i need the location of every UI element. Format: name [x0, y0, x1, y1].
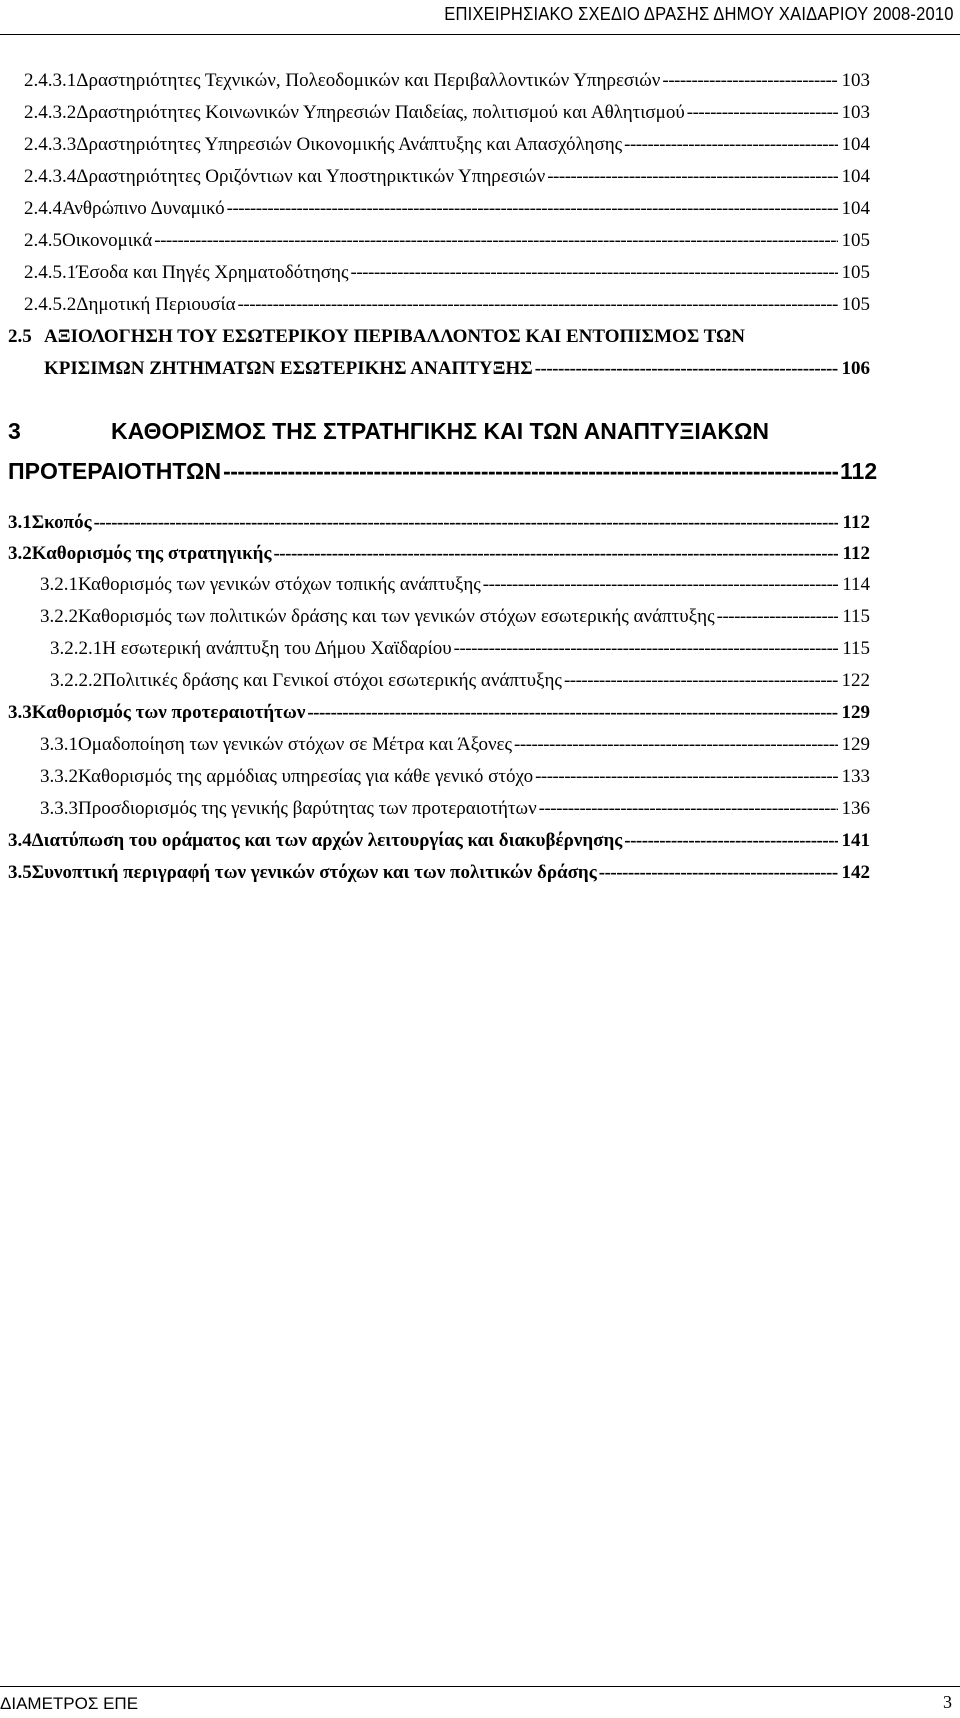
toc-number: 3.3.1 — [40, 734, 78, 755]
toc-entry[interactable] — [24, 166, 870, 196]
toc-title-line2: ΠΡΟΤΕΡΑΙΟΤΗΤΩΝ — [8, 458, 222, 484]
toc-chapter-3-line1[interactable] — [8, 418, 870, 452]
toc-page: 122 — [841, 670, 870, 691]
toc-leader — [154, 230, 838, 252]
toc-entry[interactable] — [50, 670, 870, 700]
toc-number: 3 — [8, 418, 21, 444]
toc-number: 2.4.3.2 — [24, 102, 77, 123]
toc-page: 129 — [841, 702, 870, 723]
toc-entry[interactable] — [24, 134, 870, 164]
toc-leader — [535, 766, 838, 788]
toc-page: 103 — [841, 102, 870, 123]
toc-leader — [223, 458, 838, 485]
toc-page: 129 — [841, 734, 870, 755]
toc-entry-2-5-line2[interactable] — [44, 358, 870, 388]
toc-number: 2.4.5.1 — [24, 262, 77, 283]
toc-leader — [227, 198, 838, 220]
toc-entry[interactable] — [8, 512, 870, 542]
toc-number: 3.3 — [8, 702, 32, 723]
toc-entry[interactable] — [50, 638, 870, 668]
toc-title: Καθορισμός των γενικών στόχων τοπικής ανάπτυξης — [78, 574, 481, 595]
toc-entry[interactable] — [8, 543, 870, 573]
toc-page: 103 — [841, 70, 870, 91]
toc-entry[interactable] — [8, 830, 870, 860]
toc-title: Έσοδα και Πηγές Χρηματοδότησης — [76, 262, 349, 283]
footer-page-number: 3 — [943, 1692, 952, 1712]
toc-page: 115 — [842, 606, 870, 627]
toc-page: 105 — [841, 262, 870, 283]
toc-number: 2.4.5.2 — [24, 294, 77, 315]
toc-leader — [547, 166, 838, 188]
toc-page: 105 — [841, 230, 870, 251]
toc-number: 2.4.5 — [24, 230, 62, 251]
toc-entry[interactable] — [40, 798, 870, 828]
toc-title: Καθορισμός της αρμόδιας υπηρεσίας για κάθε γενικό στόχο — [78, 766, 534, 787]
toc-chapter-3-line2[interactable] — [8, 458, 878, 492]
toc-page: 115 — [842, 638, 870, 659]
toc-title: Ανθρώπινο Δυναμικό — [62, 198, 225, 219]
toc-page: 104 — [841, 134, 870, 155]
toc-number: 2.4.3.1 — [24, 70, 77, 91]
toc-number: 2.4.3.3 — [24, 134, 77, 155]
toc-title: Δραστηριότητες Τεχνικών, Πολεοδομικών και Περιβαλλοντικών Υπηρεσιών — [76, 70, 661, 91]
toc-page: 142 — [841, 862, 870, 883]
toc-entry[interactable] — [24, 102, 870, 132]
toc-leader — [273, 543, 838, 565]
toc-title: Δραστηριότητες Υπηρεσιών Οικονομικής Ανάπτυξης και Απασχόλησης — [76, 134, 623, 155]
toc-leader — [238, 294, 838, 316]
toc-title: Διατύπωση του οράματος και των αρχών λειτουργίας και διακυβέρνησης — [31, 830, 623, 851]
toc-title: Δραστηριότητες Κοινωνικών Υπηρεσιών Παιδείας, πολιτισμού και Αθλητισμού — [76, 102, 685, 123]
toc-title: Σκοπός — [31, 512, 92, 533]
running-header: ΕΠΙΧΕΙΡΗΣΙΑΚΟ ΣΧΕΔΙΟ ΔΡΑΣΗΣ ΔΗΜΟΥ ΧΑΙΔΑΡΙΟΥ 2008-2010 — [444, 4, 954, 24]
toc-leader — [94, 512, 838, 534]
toc-page: 105 — [841, 294, 870, 315]
toc-page: 133 — [841, 766, 870, 787]
toc-number: 2.5 — [8, 326, 32, 347]
toc-number: 3.2.2.1 — [50, 638, 103, 659]
toc-leader — [483, 574, 838, 596]
toc-leader — [514, 734, 838, 756]
toc-title: Δημοτική Περιουσία — [76, 294, 236, 315]
toc-number: 3.4 — [8, 830, 32, 851]
toc-entry[interactable] — [24, 262, 870, 292]
toc-page: 106 — [841, 358, 870, 379]
toc-page: 141 — [841, 830, 870, 851]
toc-title: Ομαδοποίηση των γενικών στόχων σε Μέτρα και Άξονες — [78, 734, 513, 755]
toc-number: 3.3.3 — [40, 798, 78, 819]
toc-entry[interactable] — [40, 734, 870, 764]
toc-entry[interactable] — [24, 70, 870, 100]
toc-leader — [624, 134, 838, 156]
header-rule — [0, 34, 960, 35]
toc-page: 112 — [842, 512, 870, 533]
footer-rule — [0, 1686, 960, 1687]
toc-title: Πολιτικές δράσης και Γενικοί στόχοι εσωτερικής ανάπτυξης — [102, 670, 562, 691]
toc-leader — [599, 862, 838, 884]
toc-title-line2: ΚΡΙΣΙΜΩΝ ΖΗΤΗΜΑΤΩΝ ΕΣΩΤΕΡΙΚΗΣ ΑΝΑΠΤΥΞΗΣ — [44, 358, 533, 379]
toc-entry[interactable] — [24, 230, 870, 260]
toc-number: 3.5 — [8, 862, 32, 883]
toc-number: 3.1 — [8, 512, 32, 533]
toc-entry[interactable] — [24, 198, 870, 228]
toc-leader — [624, 830, 838, 852]
toc-title: Καθορισμός των πολιτικών δράσης και των γενικών στόχων εσωτερικής ανάπτυξης — [78, 606, 715, 627]
toc-entry[interactable] — [40, 766, 870, 796]
toc-title: Δραστηριότητες Οριζόντιων και Υποστηρικτικών Υπηρεσιών — [76, 166, 546, 187]
toc-page: 112 — [842, 543, 870, 564]
toc-title: Η εσωτερική ανάπτυξη του Δήμου Χαϊδαρίου — [102, 638, 452, 659]
toc-page: 114 — [842, 574, 870, 595]
toc-leader — [539, 798, 838, 820]
toc-page: 136 — [841, 798, 870, 819]
toc-title: Συνοπτική περιγραφή των γενικών στόχων και των πολιτικών δράσης — [31, 862, 597, 883]
toc-leader — [535, 358, 838, 380]
toc-number: 3.2.2.2 — [50, 670, 103, 691]
toc-title: Προσδιορισμός της γενικής βαρύτητας των προτεραιοτήτων — [78, 798, 537, 819]
toc-leader — [454, 638, 838, 660]
toc-number: 3.2.1 — [40, 574, 78, 595]
toc-title: Καθορισμός των προτεραιοτήτων — [31, 702, 306, 723]
toc-number: 3.2.2 — [40, 606, 78, 627]
toc-number: 2.4.3.4 — [24, 166, 77, 187]
toc-leader — [687, 102, 838, 124]
toc-leader — [351, 262, 838, 284]
toc-leader — [717, 606, 838, 628]
toc-leader — [662, 70, 838, 92]
toc-title-line1: ΑΞΙΟΛΟΓΗΣΗ ΤΟΥ ΕΣΩΤΕΡΙΚΟΥ ΠΕΡΙΒΑΛΛΟΝΤΟΣ ΚΑΙ ΕΝΤΟΠΙΣΜΟΣ ΤΩΝ — [44, 326, 745, 347]
toc-page: 112 — [840, 458, 878, 484]
toc-title: Οικονομικά — [62, 230, 153, 251]
toc-page: 104 — [841, 166, 870, 187]
toc-leader — [307, 702, 838, 724]
toc-entry-2-5-line1[interactable] — [8, 326, 870, 356]
toc-number: 3.2 — [8, 543, 32, 564]
toc-number: 3.3.2 — [40, 766, 78, 787]
toc-entry[interactable] — [8, 862, 870, 892]
footer-company: ΔΙΑΜΕΤΡΟΣ ΕΠΕ — [0, 1694, 139, 1713]
toc-page: 104 — [841, 198, 870, 219]
toc-entry[interactable] — [24, 294, 870, 324]
toc-leader — [564, 670, 838, 692]
toc-title: Καθορισμός της στρατηγικής — [31, 543, 272, 564]
toc-entry[interactable] — [40, 574, 870, 604]
toc-entry[interactable] — [8, 702, 870, 732]
toc-title-line1: ΚΑΘΟΡΙΣΜΟΣ ΤΗΣ ΣΤΡΑΤΗΓΙΚΗΣ ΚΑΙ ΤΩΝ ΑΝΑΠΤΥΞΙΑΚΩΝ — [111, 418, 769, 444]
toc-entry[interactable] — [40, 606, 870, 636]
toc-number: 2.4.4 — [24, 198, 62, 219]
